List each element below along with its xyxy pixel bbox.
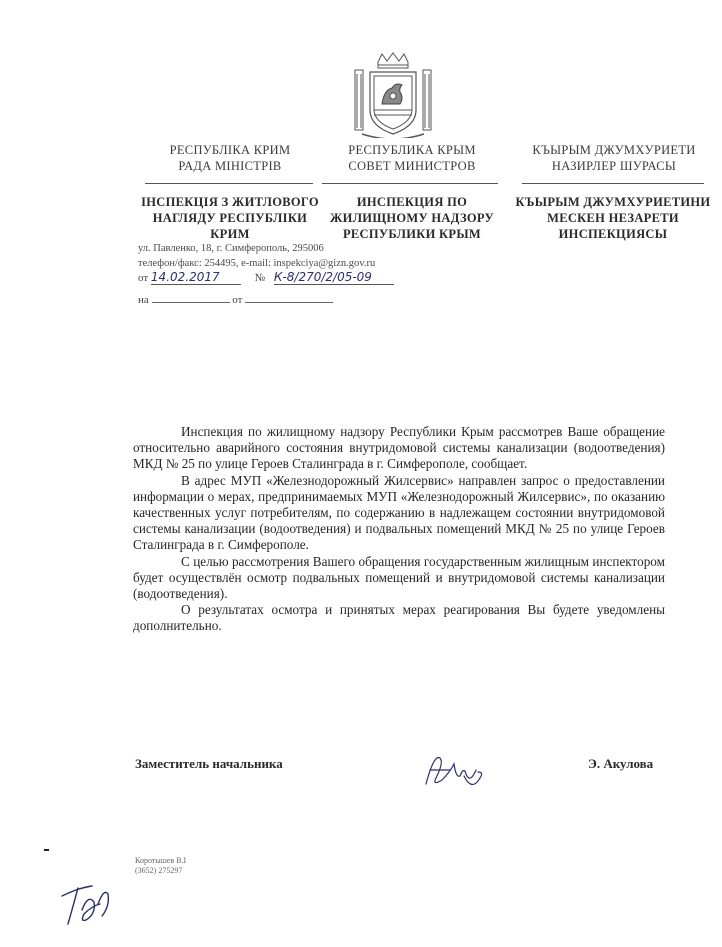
header-ua-line1: РЕСПУБЛІКА КРИМ — [169, 143, 291, 157]
executor-info — [135, 856, 186, 876]
address-line: ул. Павленко, 18, г. Симферополь, 295006 — [138, 243, 324, 254]
na-label: на — [138, 294, 149, 306]
header-russian — [318, 142, 506, 174]
inspection-ua-line: НАГЛЯДУ РЕСПУБЛІКИ — [152, 211, 308, 225]
signatory-title: Заместитель начальника — [135, 756, 283, 771]
header-ua-line2: РАДА МІНІСТРІВ — [178, 159, 282, 173]
body-paragraph: Инспекция по жилищному надзору Республики Крым рассмотрев Ваше обращение относительно аварийного состояния внутридомовой системы канализации (водоотведения) МКД № 25 по улице Героев Сталинграда в г. Симферополе, сообщает. — [133, 424, 665, 472]
header-divider — [322, 183, 498, 184]
header-divider — [145, 183, 313, 184]
from-label: от — [138, 272, 149, 284]
number-label: № — [254, 272, 266, 284]
header-crimean-tatar — [520, 142, 708, 174]
executor-name: Коротышев В.І — [135, 856, 187, 865]
handwritten-signature — [420, 748, 490, 796]
signatory-name: Э. Акулова — [588, 756, 654, 771]
body-paragraph: С целью рассмотрения Вашего обращения государственным жилищным инспектором будет осуществлён осмотр подвальных помещений и внутридомовой системы канализации (водоотведения). — [133, 553, 665, 602]
inspection-name-crimean-tatar — [508, 194, 718, 242]
inspection-ct-line: МЕСКЕН НЕЗАРЕТИ — [547, 211, 679, 225]
inspection-ct-line: КЪЫРЫМ ДЖУМХУРИЕТИНИ — [515, 195, 711, 209]
inspection-name-ukrainian — [140, 194, 320, 242]
header-divider — [522, 183, 704, 184]
contact-line: телефон/факс: 254495, e-mail: inspekciya@gizn.gov.ru — [138, 258, 376, 269]
registration-line — [138, 270, 394, 285]
inspection-ru-line: РЕСПУБЛИКИ КРЫМ — [342, 227, 482, 241]
inspection-ru-line: ЖИЛИЩНОМУ НАДЗОРУ — [330, 211, 494, 225]
header-ct-line2: НАЗИРЛЕР ШУРАСЫ — [551, 159, 677, 173]
header-ukrainian — [150, 142, 310, 174]
registration-number: К-8/270/2/05-09 — [273, 270, 372, 284]
handwritten-initials — [58, 880, 122, 930]
ot-blank — [245, 292, 333, 303]
registration-date: 14.02.2017 — [150, 270, 220, 284]
scan-mark — [44, 849, 49, 851]
inspection-ct-line: ИНСПЕКЦИЯСЫ — [558, 227, 668, 241]
na-blank — [152, 292, 230, 303]
header-ru-line1: РЕСПУБЛИКА КРЫМ — [348, 143, 476, 157]
inspection-name-russian — [318, 194, 506, 242]
letter-body — [133, 424, 665, 635]
inspection-ua-line: КРИМ — [210, 227, 250, 241]
reference-line — [138, 292, 333, 306]
executor-phone: (3652) 275297 — [135, 866, 183, 875]
ot-label: от — [232, 294, 243, 306]
header-ru-line2: СОВЕТ МИНИСТРОВ — [348, 159, 476, 173]
coat-of-arms-emblem — [352, 52, 434, 138]
body-paragraph: О результатах осмотра и принятых мерах реагирования Вы будете уведомлены дополнительно. — [133, 602, 665, 634]
inspection-ua-line: ІНСПЕКЦІЯ З ЖИТЛОВОГО — [141, 195, 319, 209]
inspection-ru-line: ИНСПЕКЦИЯ ПО — [356, 195, 468, 209]
body-paragraph: В адрес МУП «Железнодорожный Жилсервис» направлен запрос о предоставлении информации о мерах, предпринимаемых МУП «Железнодорожный Жилсервис», по оказанию качественных услуг потребителям, по содержанию в надлежащем состоянии внутридомовой системы канализации (водоотведения) и подвальных помещений МКД № 25 по улице Героев Сталинграда в г. Симферополе. — [133, 472, 665, 553]
header-ct-line1: КЪЫРЫМ ДЖУМХУРИЕТИ — [532, 143, 696, 157]
